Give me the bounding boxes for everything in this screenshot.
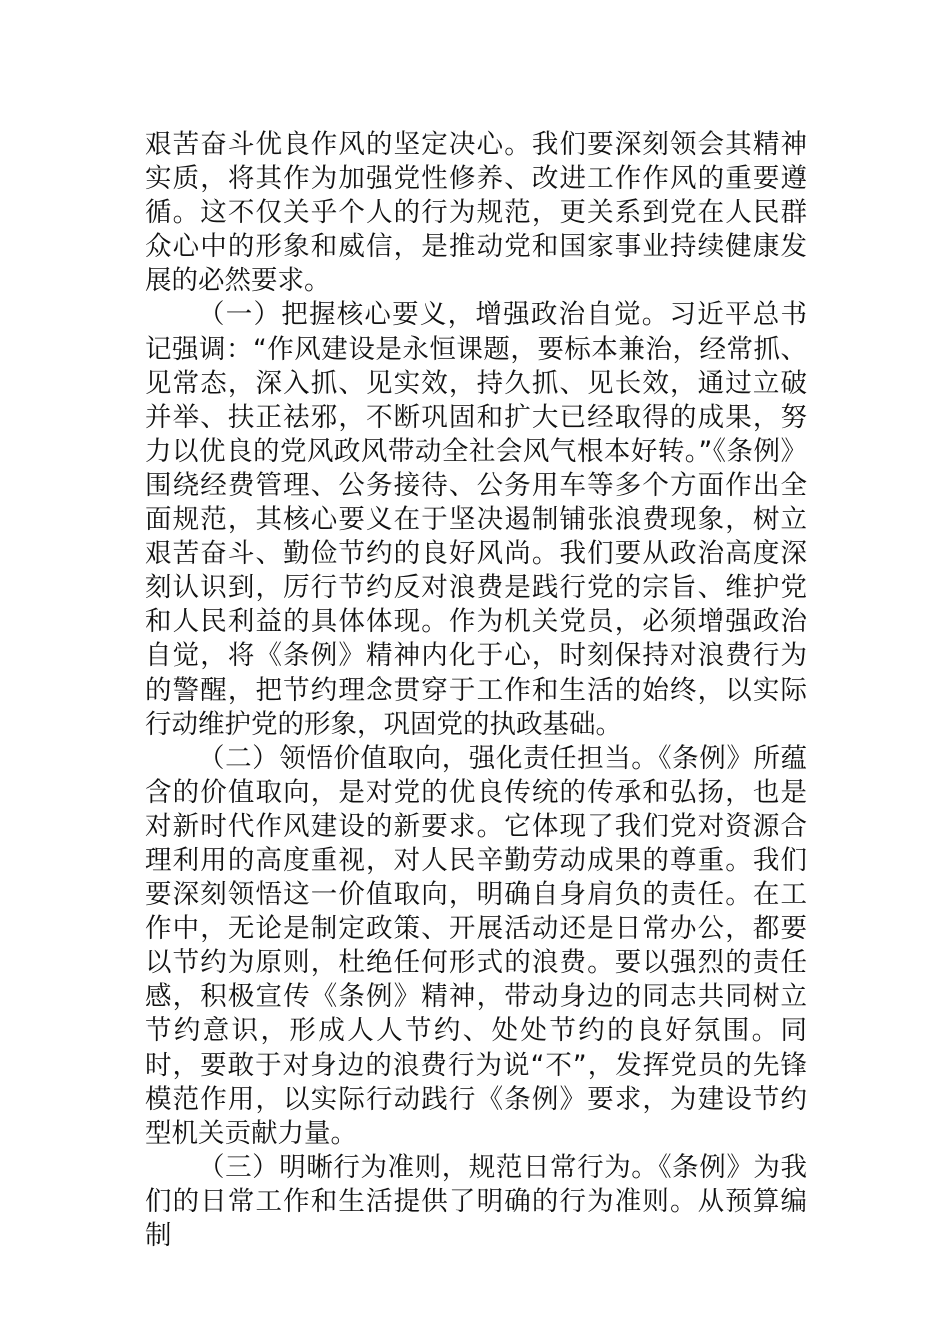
paragraph-continuation: 艰苦奋斗优良作风的坚定决心。我们要深刻领会其精神实质，将其作为加强党性修养、改进工作作风的重要遵循。这不仅关乎个人的行为规范，更关系到党在人民群众心中的形象和威信，是推动党和国家事业持续健康发展的必然要求。 <box>145 129 807 297</box>
body-text <box>145 128 807 1253</box>
paragraph-section-two: （二）领悟价值取向，强化责任担当。《条例》所蕴含的价值取向，是对党的优良传统的传承和弘扬，也是对新时代作风建设的新要求。它体现了我们党对资源合理利用的高度重视，对人民辛勤劳动成果的尊重。我们要深刻领悟这一价值取向，明确自身肩负的责任。在工作中，无论是制定政策、开展活动还是日常办公，都要以节约为原则，杜绝任何形式的浪费。要以强烈的责任感，积极宣传《条例》精神，带动身边的同志共同树立节约意识，形成人人节约、处处节约的良好氛围。同时，要敢于对身边的浪费行为说“不”，发挥党员的先锋模范作用，以实际行动践行《条例》要求，为建设节约型机关贡献力量。 <box>145 742 807 1149</box>
paragraph-section-three: （三）明晰行为准则，规范日常行为。《条例》为我们的日常工作和生活提供了明确的行为准则。从预算编制 <box>145 1151 807 1251</box>
paragraph-section-one: （一）把握核心要义，增强政治自觉。习近平总书记强调：“作风建设是永恒课题，要标本兼治，经常抓、见常态，深入抓、见实效，持久抓、见长效，通过立破并举、扶正祛邪，不断巩固和扩大已经取得的成果，努力以优良的党风政风带动全社会风气根本好转。”《条例》围绕经费管理、公务接待、公务用车等多个方面作出全面规范，其核心要义在于坚决遏制铺张浪费现象，树立艰苦奋斗、勤俭节约的良好风尚。我们要从政治高度深刻认识到，厉行节约反对浪费是践行党的宗旨、维护党和人民利益的具体体现。作为机关党员，必须增强政治自觉，将《条例》精神内化于心，时刻保持对浪费行为的警醒，把节约理念贯穿于工作和生活的始终，以实际行动维护党的形象，巩固党的执政基础。 <box>145 299 807 740</box>
